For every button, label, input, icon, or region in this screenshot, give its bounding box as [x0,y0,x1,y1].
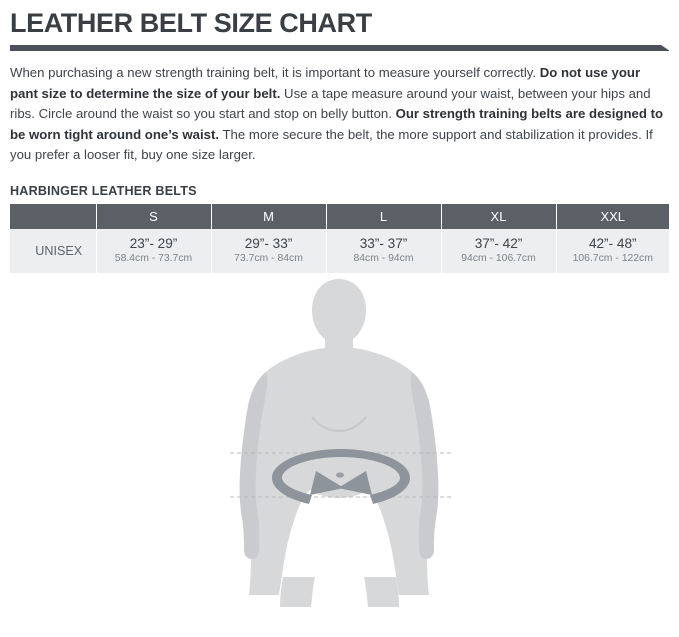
cell-inches: 37”- 42” [474,236,523,251]
cell-inches: 33”- 37” [359,236,408,251]
intro-bold-1: Do not use your pant size to determine the size of your belt. [10,65,641,101]
table-row [10,229,669,273]
table-header-xl: XL [441,204,556,229]
waist-measurement-illustration [0,277,679,607]
cell-inches: 23”- 29” [129,236,178,251]
intro-text-3: The more secure the belt, the more support and stabilization it provides. If you prefer a looser fit, buy one size larger. [10,126,653,162]
title-divider [10,45,669,51]
intro-text-2: Use a tape measure around your waist, between your hips and ribs. Circle around the waist so you start and stop on belly button. [10,85,651,121]
cell-unisex-l [326,229,441,273]
cell-unisex-s [96,229,211,273]
cell-centimeters: 73.7cm - 84cm [234,253,303,264]
intro-text-1: When purchasing a new strength training belt, it is important to measure yourself correctly. [10,65,540,80]
table-header-l: L [326,204,441,229]
table-header-s: S [96,204,211,229]
section-heading: HARBINGER LEATHER BELTS [10,183,197,198]
page-title: LEATHER BELT SIZE CHART [10,8,372,38]
intro-bold-2: Our strength training belts are designed to be worn tight around one’s waist. [10,106,664,142]
torso-diagram-svg [0,277,679,607]
table-header-row [10,204,669,229]
cell-centimeters: 106.7cm - 122cm [572,253,653,264]
row-label-unisex: UNISEX [10,229,96,273]
cell-inches: 42”- 48” [588,236,637,251]
cell-centimeters: 84cm - 94cm [353,253,414,264]
table-corner-header [10,204,96,229]
cell-unisex-xl [441,229,556,273]
torso-figure [240,279,439,607]
cell-centimeters: 94cm - 106.7cm [461,253,536,264]
cell-unisex-m [211,229,326,273]
table-header-xxl: XXL [556,204,669,229]
intro-paragraph [10,63,669,166]
cell-unisex-xxl [556,229,669,273]
cell-centimeters: 58.4cm - 73.7cm [114,253,193,264]
table-header-m: M [211,204,326,229]
size-table [10,204,669,273]
cell-inches: 29”- 33” [244,236,293,251]
